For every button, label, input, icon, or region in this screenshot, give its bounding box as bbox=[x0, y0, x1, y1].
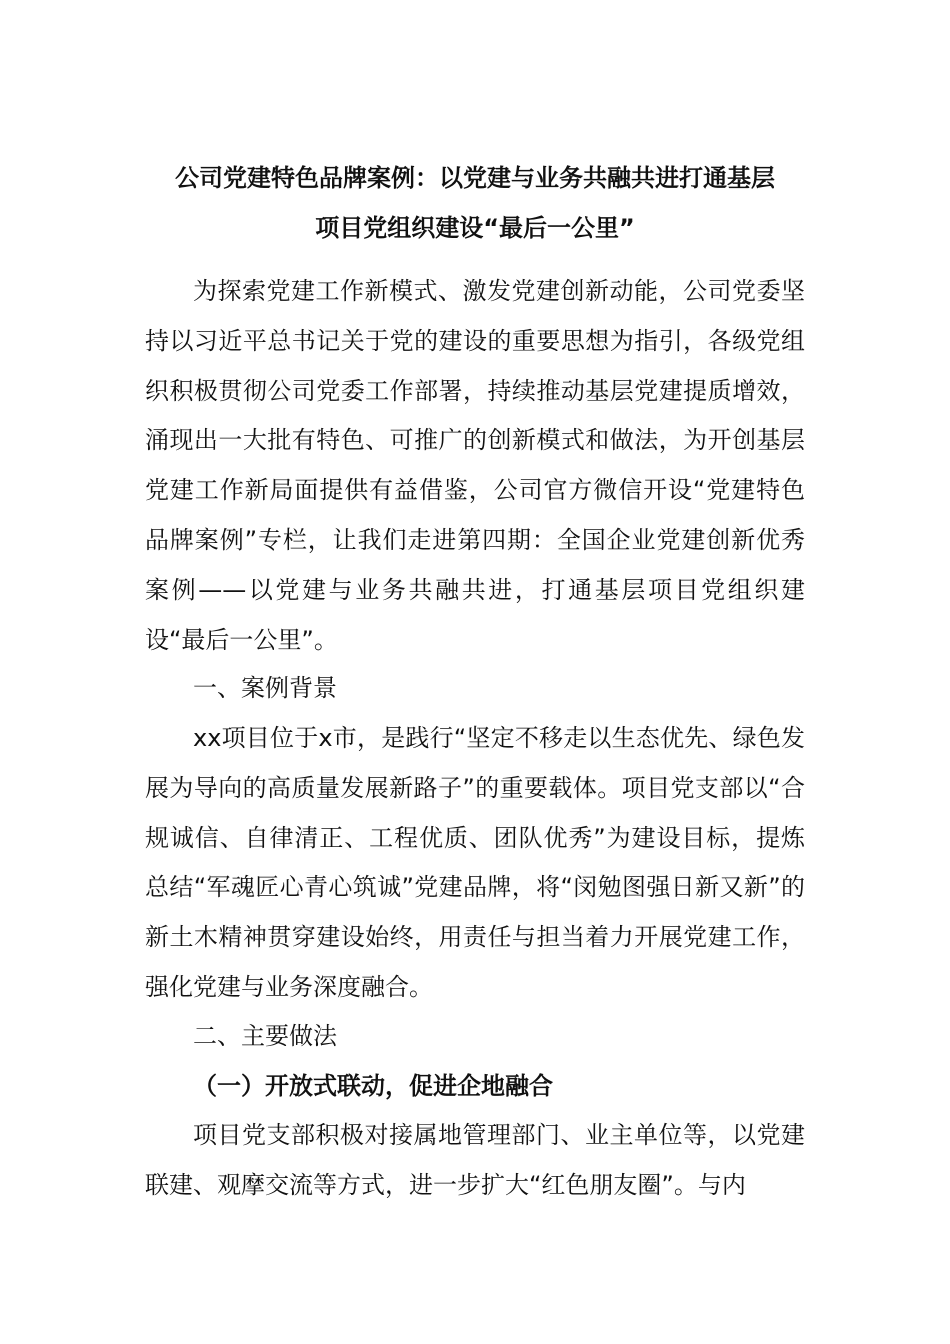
subsection-1-paragraph: 项目党支部积极对接属地管理部门、业主单位等，以党建联建、观摩交流等方式，进一步扩大“红色朋友圈”。与内 bbox=[145, 1121, 805, 1199]
section-1-paragraph: xx项目位于x市，是践行“坚定不移走以生态优先、绿色发展为导向的高质量发展新路子”的重要载体。项目党支部以“合规诚信、自律清正、工程优质、团队优秀”为建设目标，提炼总结“军魂匠心青心筑诚”党建品牌，将“闵勉图强日新又新”的新土木精神贯穿建设始终，用责任与担当着力开展党建工作，强化党建与业务深度融合。 bbox=[145, 724, 805, 1001]
document-title-line-2: 项目党组织建设“最后一公里” bbox=[315, 214, 635, 242]
section-2-heading: 二、主要做法 bbox=[193, 1022, 337, 1050]
section-1-heading: 一、案例背景 bbox=[193, 674, 337, 702]
subsection-1-heading: （一）开放式联动，促进企地融合 bbox=[193, 1072, 553, 1100]
document-title-line-1: 公司党建特色品牌案例：以党建与业务共融共进打通基层 bbox=[175, 164, 775, 192]
intro-paragraph: 为探索党建工作新模式、激发党建创新动能，公司党委坚持以习近平总书记关于党的建设的重要思想为指引，各级党组织积极贯彻公司党委工作部署，持续推动基层党建提质增效，涌现出一大批有特色、可推广的创新模式和做法，为开创基层党建工作新局面提供有益借鉴，公司官方微信开设“党建特色品牌案例”专栏，让我们走进第四期：全国企业党建创新优秀案例——以党建与业务共融共进，打通基层项目党组织建设“最后一公里”。 bbox=[145, 277, 805, 654]
